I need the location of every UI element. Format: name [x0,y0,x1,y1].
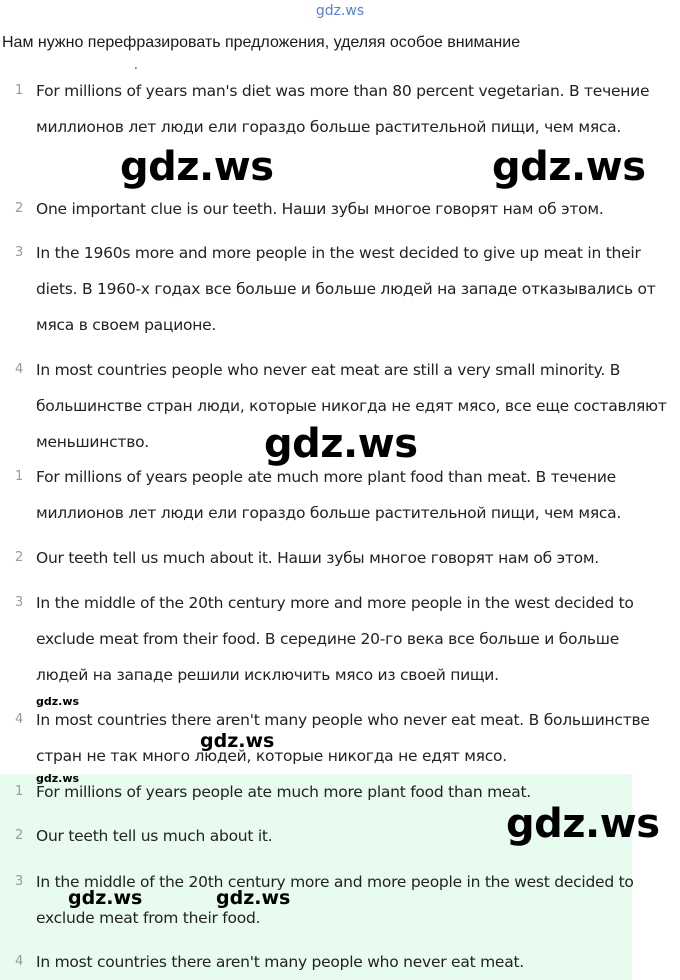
item-number: 2 [15,828,24,843]
watermark: gdz.ws [200,730,275,752]
item-text: Our teeth tell us much about it. [36,827,273,845]
watermark: gdz.ws [36,695,80,708]
item-text: In the 1960s more and more people in the west decided to give up meat in their diets. В 1960-х годах все больше и больше людей на западе отказывались от мяса в своем рационе. [36,244,656,334]
intro-text: Нам нужно перефразировать предложения, уделяя особое внимание [2,34,521,51]
item-text: For millions of years people ate much more plant food than meat. В течение миллионов лет люди ели гораздо больше растительной пищи, чем мяса. [36,468,622,522]
item-number: 3 [15,245,24,260]
item-number: 1 [15,83,24,98]
watermark: gdz.ws [216,887,291,909]
item-text: One important clue is our teeth. Наши зубы многое говорят нам об этом. [36,200,604,218]
item-text: In most countries people who never eat meat are still a very small minority. В большинстве стран люди, которые никогда не едят мясо, все еще составляют меньшинство. [36,361,667,451]
stray-mark: . [134,58,138,72]
item-number: 2 [15,201,24,216]
item-number: 3 [15,595,24,610]
watermark: gdz.ws [120,144,274,190]
item-number: 3 [15,874,24,889]
item-number: 1 [15,784,24,799]
item-text: For millions of years people ate much more plant food than meat. [36,783,531,801]
watermark: gdz.ws [492,144,646,190]
item-text: Our teeth tell us much about it. Наши зубы многое говорят нам об этом. [36,549,599,567]
item-number: 4 [15,954,24,969]
site-link[interactable]: gdz.ws [315,3,365,19]
watermark: gdz.ws [506,801,660,847]
item-text: In the middle of the 20th century more and more people in the west decided to exclude meat from their food. [36,873,634,927]
item-text: In the middle of the 20th century more and more people in the west decided to exclude meat from their food. В середине 20-го века все больше и больше людей на западе решили исключить мясо из своей пищи. [36,594,634,684]
item-number: 4 [15,362,24,377]
item-number: 4 [15,712,24,727]
watermark: gdz.ws [36,772,80,785]
item-text: In most countries there aren't many people who never eat meat. В большинстве стран не так много людей, которые никогда не едят мясо. [36,711,650,765]
item-text: In most countries there aren't many people who never eat meat. [36,953,524,971]
item-number: 1 [15,469,24,484]
watermark: gdz.ws [68,887,143,909]
watermark: gdz.ws [264,421,418,467]
item-number: 2 [15,550,24,565]
item-text: For millions of years man's diet was more than 80 percent vegetarian. В течение миллионов лет люди ели гораздо больше растительной пищи, чем мяса. [36,82,650,136]
